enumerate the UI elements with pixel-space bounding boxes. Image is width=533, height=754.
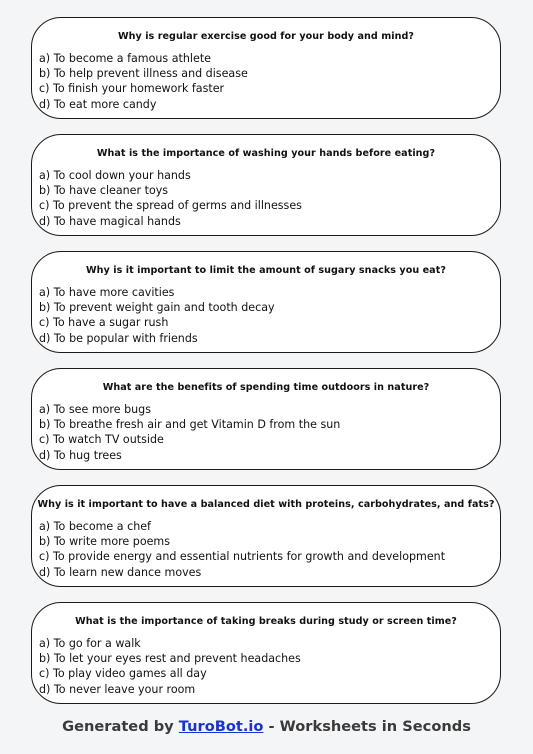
options-list [39,519,445,580]
options-list [39,168,302,229]
option-d: d) To learn new dance moves [39,565,202,579]
option-c: c) To provide energy and essential nutrients for growth and development [39,550,446,564]
option-b: b) To breathe fresh air and get Vitamin D from the sun [39,418,341,432]
question-text: What are the benefits of spending time outdoors in nature? [102,382,430,393]
options-list [39,51,248,112]
option-d: d) To eat more candy [39,97,157,111]
footer-prefix: Generated by [62,718,174,735]
option-d: d) To have magical hands [39,214,181,228]
option-b: b) To write more poems [39,535,171,549]
footer-suffix: - Worksheets in Seconds [268,718,471,735]
options-list [39,636,301,697]
option-a: a) To become a chef [39,520,151,533]
option-a: a) To become a famous athlete [39,52,211,65]
question-text: What is the importance of taking breaks during study or screen time? [75,616,457,627]
option-c: c) To watch TV outside [39,433,164,447]
question-text: Why is regular exercise good for your body and mind? [118,31,414,42]
option-c: c) To finish your homework faster [39,82,225,96]
option-b: b) To let your eyes rest and prevent headaches [39,652,301,666]
option-b: b) To help prevent illness and disease [39,67,248,81]
question-card-1 [31,17,501,119]
option-a: a) To have more cavities [39,286,175,299]
question-card-2 [31,134,501,236]
option-a: a) To cool down your hands [39,169,191,182]
question-card-6 [31,602,501,704]
option-d: d) To hug trees [39,448,122,462]
option-a: a) To go for a walk [39,637,141,650]
footer [0,718,533,735]
option-a: a) To see more bugs [39,403,151,416]
option-d: d) To be popular with friends [39,331,198,345]
options-list [39,402,340,463]
question-card-3 [31,251,501,353]
question-card-5 [31,485,501,587]
option-c: c) To play video games all day [39,667,207,681]
option-b: b) To prevent weight gain and tooth decay [39,301,275,315]
option-c: c) To have a sugar rush [39,316,169,330]
question-card-4 [31,368,501,470]
option-b: b) To have cleaner toys [39,184,169,198]
brand-link[interactable]: TuroBot.io [178,718,264,735]
option-d: d) To never leave your room [39,682,196,696]
question-text: Why is it important to have a balanced diet with proteins, carbohydrates, and fats? [37,499,495,510]
options-list [39,285,275,346]
question-text: What is the importance of washing your hands before eating? [96,148,436,159]
question-text: Why is it important to limit the amount of sugary snacks you eat? [86,265,446,276]
option-c: c) To prevent the spread of germs and illnesses [39,199,302,213]
